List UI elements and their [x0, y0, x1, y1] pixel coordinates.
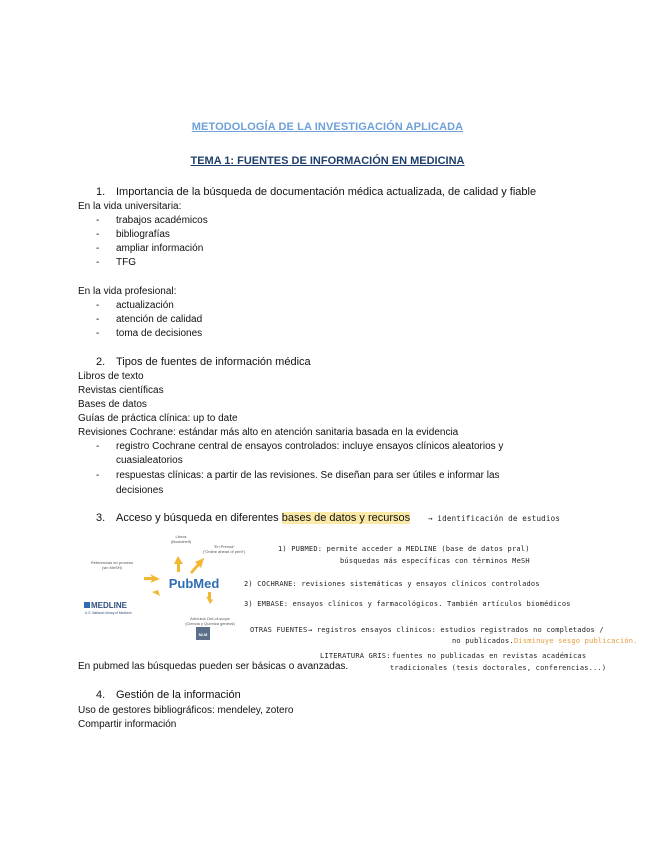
note-identificacion: → identificación de estudios [428, 514, 561, 523]
section-1-number: 1. [96, 186, 106, 198]
bullet-dash: - [96, 470, 100, 481]
section-2-heading [96, 356, 311, 369]
pro-label: En la vida profesional: [78, 286, 177, 297]
bullet-dash: - [96, 328, 100, 339]
medline-mark-icon [84, 602, 90, 608]
bullet-dash: - [96, 243, 100, 254]
arrow-left-icon [144, 574, 160, 583]
pubmed-logo: PubMed [168, 576, 220, 591]
uni-item: trabajos académicos [116, 215, 208, 226]
section-3-heading [96, 512, 410, 525]
note-cochrane: 2) COCHRANE: revisiones sistemáticas y ensayos clínicos controlados [244, 580, 540, 588]
section-4-heading [96, 689, 241, 702]
label-out-of-scope: Artículos Out-of-scope [190, 616, 230, 621]
label-libros-sub: (Bookshelf) [170, 539, 192, 544]
section-4-title: Gestión de la información [116, 689, 241, 701]
pro-item: atención de calidad [116, 314, 203, 325]
uni-label: En la vida universitaria: [78, 201, 182, 212]
note-otras-2: no publicados. [452, 637, 514, 645]
note-otras-label: OTRAS FUENTES [250, 626, 308, 634]
bullet-dash: - [96, 300, 100, 311]
section-4-number: 4. [96, 689, 106, 701]
section-1-heading [96, 186, 536, 199]
source-line: Libros de texto [78, 371, 144, 382]
section-1-title: Importancia de la búsqueda de documentación médica actualizada, de calidad y fiable [116, 186, 537, 198]
source-line: Revistas científicas [78, 385, 164, 396]
source-line: Revisiones Cochrane: estándar más alto en atención sanitaria basada en la evidencia [78, 427, 459, 438]
section-3-number: 3. [96, 512, 106, 524]
bullet-dash: - [96, 257, 100, 268]
medline-logo: MEDLINE [91, 601, 127, 610]
pro-item: actualización [116, 300, 174, 311]
section-3-title: Acceso y búsqueda en diferentes [116, 512, 282, 524]
label-out-of-scope-sub: (Ciencia y Química general) [185, 621, 235, 626]
gestion-line: Compartir información [78, 719, 177, 730]
note-embase: 3) EMBASE: ensayos clínicos y farmacológicos. También artículos biomédicos [244, 600, 571, 608]
uni-item: bibliografías [116, 229, 170, 240]
note-gris-1: fuentes no publicadas en revistas académicas [392, 652, 587, 660]
cochrane-item-line: registro Cochrane central de ensayos controlados: incluye ensayos clínicos aleatorios y [116, 441, 504, 452]
arrow-up-icon [174, 556, 183, 572]
gestion-line: Uso de gestores bibliográficos: mendeley, zotero [78, 705, 294, 716]
cochrane-item-line: cuasialeatorios [116, 455, 183, 466]
source-line: Guías de práctica clínica: up to date [78, 413, 238, 424]
bullet-dash: - [96, 215, 100, 226]
label-referencias: Referencias en proceso [90, 560, 134, 565]
note-gris-2: tradicionales (tesis doctorales, conferencias...) [390, 664, 607, 672]
bullet-dash: - [96, 441, 100, 452]
bullet-dash: - [96, 229, 100, 240]
medline-sub: U.S. National Library of Medicine [85, 611, 132, 615]
label-en-prensa-sub: ("Online ahead of print") [202, 549, 246, 554]
uni-item: ampliar información [116, 243, 204, 254]
uni-item: TFG [116, 257, 136, 268]
bullet-dash: - [96, 314, 100, 325]
topic-title: TEMA 1: FUENTES DE INFORMACIÓN EN MEDICINA [190, 155, 465, 167]
source-line: Bases de datos [78, 399, 147, 410]
note-otras-1: → registros ensayos clínicos: estudios registrados no completados / [308, 626, 604, 634]
section-3-title-highlight: bases de datos y recursos [281, 512, 411, 524]
note-pubmed-2: búsquedas más específicas con términos MeSH [340, 557, 530, 565]
arrow-down-left-icon [152, 590, 160, 596]
pro-item: toma de decisiones [116, 328, 203, 339]
arrow-up-right-icon [190, 558, 204, 574]
section-2-title: Tipos de fuentes de información médica [116, 356, 311, 368]
label-referencias-sub: (sin MeSH) [101, 565, 123, 570]
cochrane-item-line: respuestas clínicas: a partir de las revisiones. Se diseñan para ser útiles e informar las [116, 470, 500, 481]
nlm-badge-text: NLM [198, 632, 208, 637]
label-libros: Libros [175, 534, 187, 539]
section-2-number: 2. [96, 356, 106, 368]
note-gris-label: LITERATURA GRIS: [320, 652, 391, 660]
label-en-prensa: "En Prensa" [213, 544, 235, 549]
note-otras-2-orange: Disminuye sesgo publicación. [514, 637, 638, 645]
pubmed-diagram [82, 530, 262, 642]
cochrane-item-line: decisiones [116, 485, 164, 496]
note-pubmed-1: 1) PUBMED: permite acceder a MEDLINE (base de datos pral) [278, 545, 530, 553]
pubmed-footer-line: En pubmed las búsquedas pueden ser básicas o avanzadas. [78, 661, 349, 672]
course-title: METODOLOGÍA DE LA INVESTIGACIÓN APLICADA [191, 121, 464, 133]
